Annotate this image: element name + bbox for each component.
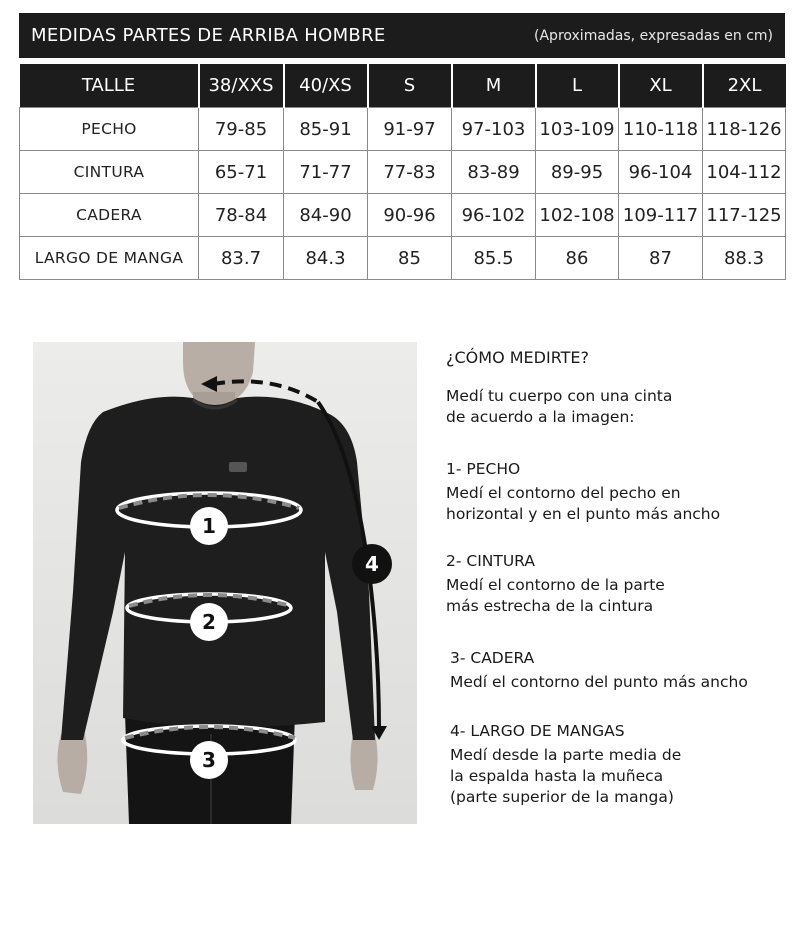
how-to-title: ¿CÓMO MEDIRTE? — [446, 348, 590, 367]
table-cell: 89-95 — [536, 151, 619, 194]
marker-4 — [352, 544, 392, 584]
table-cell: 90-96 — [368, 194, 452, 237]
table-header-row — [20, 64, 786, 108]
table-row — [20, 108, 786, 151]
table-cell: 96-104 — [619, 151, 703, 194]
step-line: Medí desde la parte media de — [450, 746, 682, 764]
table-cell: 109-117 — [619, 194, 703, 237]
measurement-figure — [33, 342, 417, 824]
row-label: PECHO — [20, 108, 199, 151]
step-line: Medí el contorno del pecho en — [446, 484, 681, 502]
marker-4-label: 4 — [365, 552, 379, 576]
table-cell: 91-97 — [368, 108, 452, 151]
table-row — [20, 237, 786, 280]
table-cell: 85-91 — [284, 108, 368, 151]
intro-line: de acuerdo a la imagen: — [446, 408, 635, 426]
step-title: 2- CINTURA — [446, 552, 535, 570]
step-sleeve — [450, 721, 795, 808]
marker-3-label: 3 — [202, 748, 216, 772]
size-table — [19, 64, 786, 280]
step-line: Medí el contorno del punto más ancho — [450, 673, 748, 691]
table-cell: 97-103 — [452, 108, 536, 151]
how-to-intro — [446, 386, 786, 428]
column-header: M — [452, 64, 536, 108]
step-text — [446, 575, 791, 617]
logo-mark — [229, 462, 247, 472]
table-cell: 65-71 — [199, 151, 284, 194]
marker-2-label: 2 — [202, 610, 216, 634]
column-header: TALLE — [20, 64, 199, 108]
table-cell: 104-112 — [703, 151, 786, 194]
header-bar — [19, 13, 785, 58]
marker-1 — [190, 507, 228, 545]
column-header: XL — [619, 64, 703, 108]
table-cell: 84.3 — [284, 237, 368, 280]
step-text — [450, 672, 795, 693]
column-header: S — [368, 64, 452, 108]
table-cell: 71-77 — [284, 151, 368, 194]
step-title: 3- CADERA — [450, 649, 535, 667]
table-cell: 83.7 — [199, 237, 284, 280]
step-text — [450, 745, 795, 808]
table-cell: 110-118 — [619, 108, 703, 151]
table-cell: 79-85 — [199, 108, 284, 151]
table-cell: 78-84 — [199, 194, 284, 237]
figure-illustration — [33, 342, 417, 824]
step-title: 4- LARGO DE MANGAS — [450, 722, 625, 740]
table-cell: 88.3 — [703, 237, 786, 280]
column-header: 40/XS — [284, 64, 368, 108]
table-cell: 96-102 — [452, 194, 536, 237]
step-line: más estrecha de la cintura — [446, 597, 654, 615]
marker-2 — [190, 603, 228, 641]
table-cell: 117-125 — [703, 194, 786, 237]
marker-3 — [190, 741, 228, 779]
marker-1-label: 1 — [202, 514, 216, 538]
step-chest — [446, 459, 791, 525]
table-cell: 102-108 — [536, 194, 619, 237]
left-hand-shape — [57, 734, 87, 794]
step-line: horizontal y en el punto más ancho — [446, 505, 721, 523]
column-header: 2XL — [703, 64, 786, 108]
step-title: 1- PECHO — [446, 460, 521, 478]
table-cell: 84-90 — [284, 194, 368, 237]
header-title: MEDIDAS PARTES DE ARRIBA HOMBRE — [31, 25, 386, 46]
header-note: (Aproximadas, expresadas en cm) — [534, 27, 773, 44]
table-row — [20, 151, 786, 194]
step-line: (parte superior de la manga) — [450, 788, 674, 806]
column-header: 38/XXS — [199, 64, 284, 108]
step-line: Medí el contorno de la parte — [446, 576, 665, 594]
table-cell: 118-126 — [703, 108, 786, 151]
table-cell: 87 — [619, 237, 703, 280]
table-cell: 85.5 — [452, 237, 536, 280]
right-hand-shape — [350, 734, 377, 790]
step-text — [446, 483, 791, 525]
column-header: L — [536, 64, 619, 108]
table-row — [20, 194, 786, 237]
step-hip — [450, 648, 795, 693]
table-cell: 103-109 — [536, 108, 619, 151]
step-waist — [446, 551, 791, 617]
table-cell: 85 — [368, 237, 452, 280]
row-label: LARGO DE MANGA — [20, 237, 199, 280]
table-cell: 83-89 — [452, 151, 536, 194]
row-label: CINTURA — [20, 151, 199, 194]
row-label: CADERA — [20, 194, 199, 237]
step-line: la espalda hasta la muñeca — [450, 767, 664, 785]
intro-line: Medí tu cuerpo con una cinta — [446, 387, 673, 405]
table-cell: 77-83 — [368, 151, 452, 194]
table-cell: 86 — [536, 237, 619, 280]
